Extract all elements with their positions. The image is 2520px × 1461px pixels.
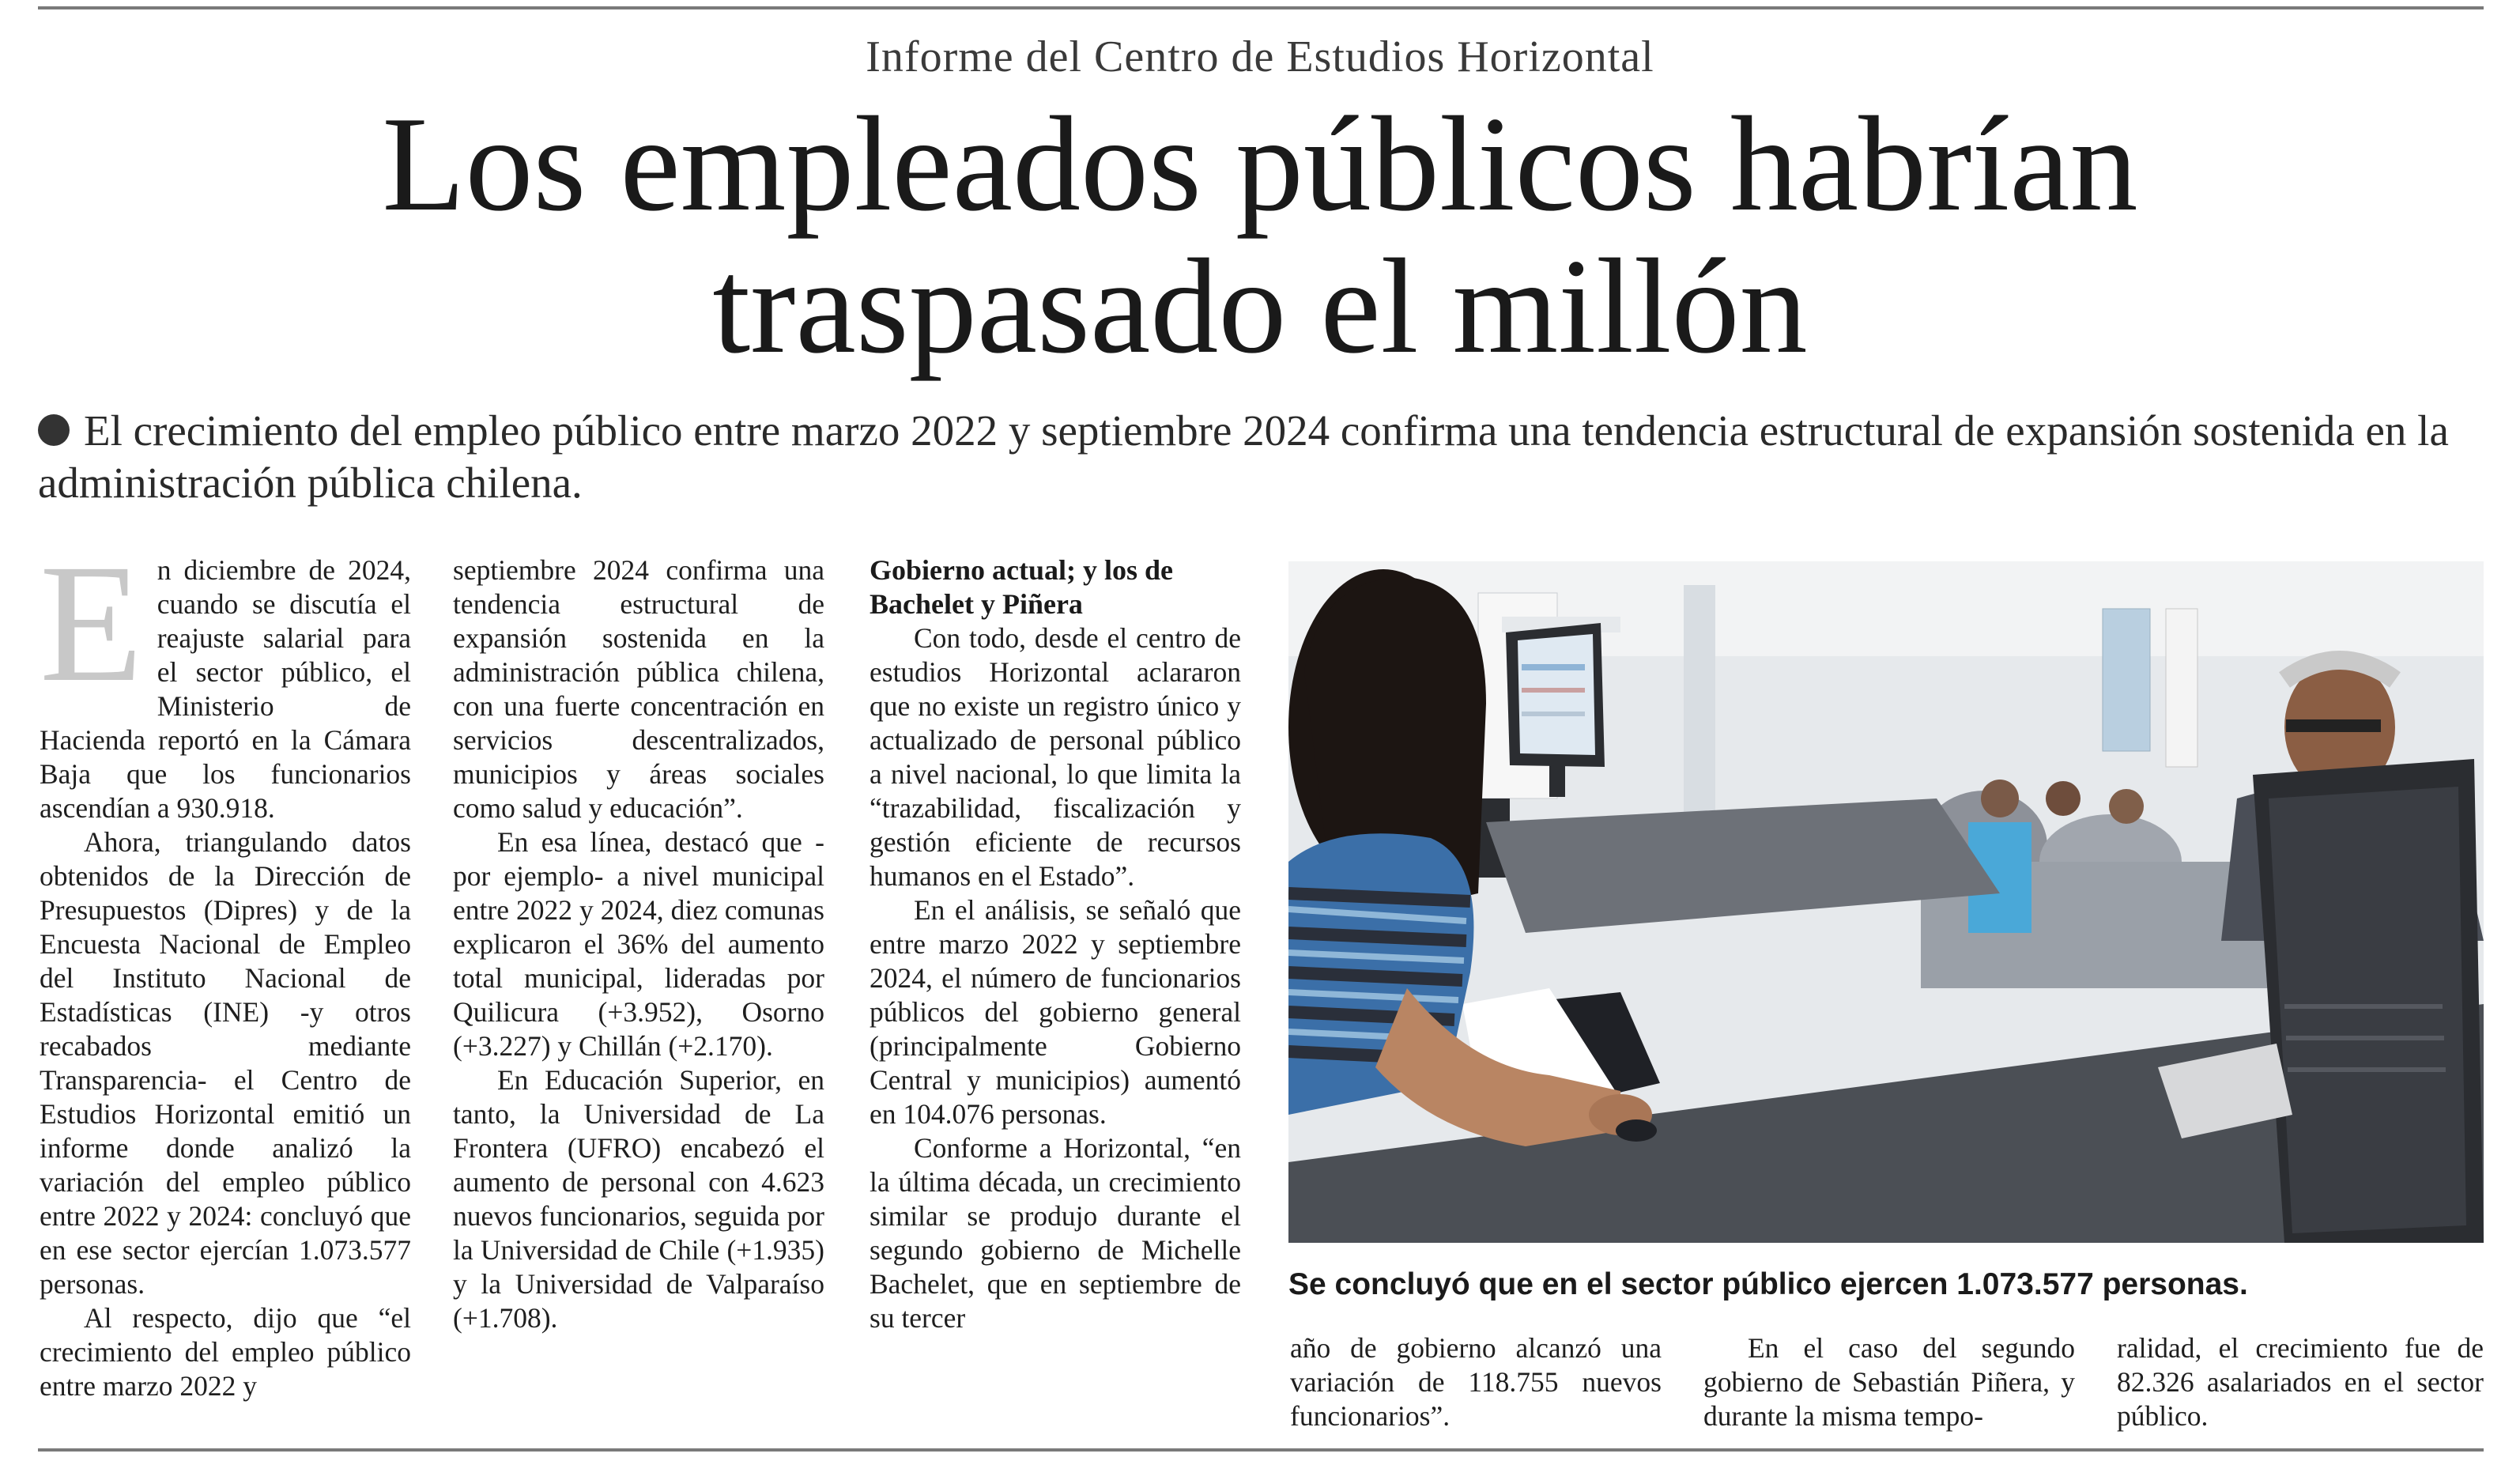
background-person-head: [2109, 789, 2144, 824]
lead-text: El crecimiento del empleo público entre marzo 2022 y septiembre 2024 confirma una tendencia estructural de expansión sostenida en la administración pública chilena.: [38, 406, 2449, 507]
background-person-head: [1981, 780, 2019, 817]
monitor-screen: [1518, 634, 1595, 755]
paragraph: Con todo, desde el centro de estudios Horizontal aclararon que no existe un registro único y actualizado de personal público a nivel nacional, lo que limita la “trazabilidad, fiscalización y gestión eficiente de recursos humanos en el Estado”.: [870, 622, 1241, 892]
paragraph: [40, 530, 411, 825]
paragraph: Al respecto, dijo que “el crecimiento del empleo público entre marzo 2022 y: [40, 1302, 411, 1402]
wall-panel: [2166, 609, 2197, 767]
section-subhead: Gobierno actual; y los de Bachelet y Piñera: [870, 554, 1173, 620]
article-column-6: ralidad, el crecimiento fue de 82.326 asalariados en el sector público.: [2117, 1332, 2484, 1432]
article-column-5: En el caso del segundo gobierno de Sebastián Piñera, y durante la misma tempo-: [1703, 1332, 2075, 1432]
paragraph-text: n diciembre de 2024, cuando se discutía el reajuste salarial para el sector público, el Ministerio de Hacienda reportó en la Cámara Baja que los funcionarios ascendían a 930.918.: [40, 554, 411, 824]
article-column-4: año de gobierno alcanzó una variación de 118.755 nuevos funcionarios”.: [1290, 1332, 1662, 1432]
screen-ui: [1522, 688, 1585, 693]
pillar: [1684, 585, 1715, 838]
article-kicker: Informe del Centro de Estudios Horizontal: [866, 32, 1654, 81]
tower-vent: [2286, 1036, 2444, 1040]
article-column-2: [453, 553, 824, 1335]
computer-tower-face: [2269, 787, 2466, 1233]
paragraph: septiembre 2024 confirma una tendencia estructural de expansión sostenida en la administración pública chilena, con una fuerte concentración en servicios descentralizados, municipios y áreas sociales como salud y educación”.: [453, 554, 824, 824]
paragraph: Conforme a Horizontal, “en la última década, un crecimiento similar se produjo durante el segundo gobierno de Michelle Bachelet, que en septiembre de su tercer: [870, 1132, 1241, 1334]
article-headline: [0, 89, 2520, 382]
office-scene-illustration: [1288, 561, 2484, 1243]
article-lead: [38, 405, 2484, 509]
headline-line-1: Los empleados públicos habrían: [382, 89, 2138, 240]
background-person-head: [2046, 781, 2081, 816]
monitor-stand: [1549, 765, 1565, 797]
paragraph: En esa línea, destacó que -por ejemplo- a nivel municipal entre 2022 y 2024, diez comunas explicaron el 36% del aumento total municipal, lideradas por Quilicura (+3.952), Osorno (+3.227) y Chillán (+2.170).: [453, 826, 824, 1062]
photo-caption: Se concluyó que en el sector público ejercen 1.073.577 personas.: [1288, 1267, 2248, 1301]
drop-cap: E: [40, 530, 143, 717]
screen-ui: [1522, 664, 1585, 670]
article-column-3: [870, 553, 1241, 1335]
mouse: [1616, 1119, 1657, 1142]
paragraph: En Educación Superior, en tanto, la Universidad de La Frontera (UFRO) encabezó el aumento de personal con 4.623 nuevos funcionarios, seguida por la Universidad de Chile (+1.935) y la Universidad de Valparaíso (+1.708).: [453, 1064, 824, 1334]
bullet-icon: [38, 414, 70, 446]
headline-line-2: traspasado el millón: [712, 232, 1808, 382]
top-rule: [38, 6, 2484, 9]
article-column-1: [40, 530, 411, 1403]
screen-ui: [1522, 712, 1585, 716]
tower-vent: [2288, 1067, 2446, 1072]
man-glasses: [2286, 719, 2381, 732]
paragraph: Ahora, triangulando datos obtenidos de la Dirección de Presupuestos (Dipres) y de la Encuesta Nacional de Empleo del Instituto Nacional de Estadísticas (INE) -y otros recabados mediante Transparencia- el Centro de Estudios Horizontal emitió un informe donde analizó la variación del empleo público entre 2022 y 2024: concluyó que en ese sector ejercían 1.073.577 personas.: [40, 826, 411, 1300]
article-photo: [1288, 561, 2484, 1243]
tower-vent: [2284, 1004, 2443, 1009]
paragraph: En el análisis, se señaló que entre marzo 2022 y septiembre 2024, el número de funcionarios públicos del gobierno general (principalmente Gobierno Central y municipios) aumentó en 104.076 personas.: [870, 894, 1241, 1130]
wall-poster: [2103, 609, 2150, 751]
bottom-rule: [38, 1448, 2484, 1452]
